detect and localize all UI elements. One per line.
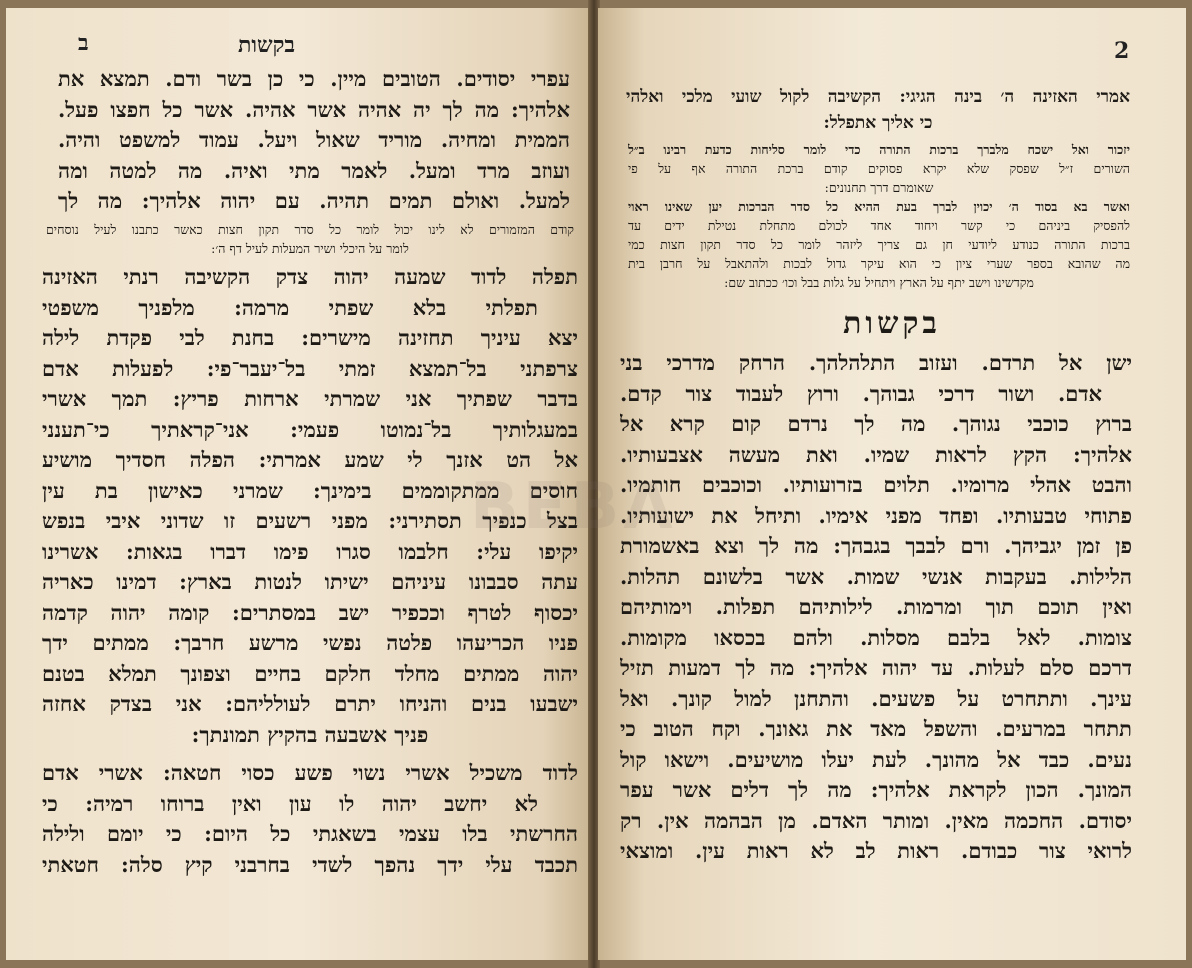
running-head: בקשות xyxy=(238,32,295,58)
instruction-notes xyxy=(628,140,1130,292)
text-line: למעל. ואולם תמים תהיה. עם יהוה אלהיך: מה לך xyxy=(58,188,570,213)
psalm-32 xyxy=(42,758,578,880)
note-line: יזכור ואל ישכח מלברך ברכות התורה כדי לומר סליחות כדעת רבינו ב״ל xyxy=(628,142,1130,157)
text-line: ברוץ כוכבי נגוהך. מה לך נרדם קום קרא אל xyxy=(620,411,1132,436)
text-line: נעים. כבד אל מהונך. לעת יעלו מושיעים. וישאו קול xyxy=(620,746,1132,772)
text-line: ישבעו בנים והניחו יתרם לעולליהם: אני בצדק אחזה xyxy=(42,691,578,716)
text-line: יכסוף לטרף וככפיר ישב במסתרים: קומה יהוה קדמה xyxy=(42,599,578,625)
text-line: אמרי האזינה ה׳ בינה הגיגי: הקשיבה לקול שועי מלכי ואלהי xyxy=(626,87,1130,107)
text-line: הלילות. בעקבות אנשי שמות. אשר בלשונם תהלות. xyxy=(620,563,1132,589)
text-line: ואין תוכם תוך ומרמות. לילותיהם תפלות. וימותיהם xyxy=(620,594,1132,619)
text-line: עינך. ותתחרט על פשעים. והתחנן למול קונך. ואל xyxy=(620,685,1132,711)
note-line: לומר על היכלי ושיר המעלות לעיל דף ה׳: xyxy=(211,241,409,256)
note-line: מקדשינו וישב יתף על הארץ ויתחיל על גלות בבל וכו׳ ככתוב שם: xyxy=(724,275,1034,290)
text-line: אלהיך: מה לך יה אהיה אשר אהיה. אשר כל חפצו פעל. xyxy=(58,96,570,122)
text-line: בצל כנפיך תסתירני: מפני רשעים זו שדוני איבי בנפש xyxy=(42,508,578,533)
note-line: ברכות התורה כנודע ליודעי חן גם צריך ליזהר לומר כל סדר תקון חצות כמי xyxy=(628,237,1130,252)
text-line: עתה סבבונו עיניהם ישיתו לנטות בארץ: דמינו כאריה xyxy=(42,569,578,594)
note-line: שאומרם דרך תחנונים: xyxy=(824,180,934,195)
text-line: יקיפו עלי: חלבמו סגרו פימו דברו בגאות: אשרינו xyxy=(42,538,578,564)
opening-verse xyxy=(626,84,1130,136)
bakashot-body xyxy=(620,348,1132,867)
text-line: תפלה לדוד שמעה יהוה צדק הקשיבה רנתי האזינה xyxy=(42,264,578,289)
text-line: צרפתני בל־תמצא זמתי בל־יעבר־פי: לפעלות אדם xyxy=(42,355,578,381)
note-line: קודם המזמורים לא לינו יכול לומר כל סדר תקון חצות כאשר כתבנו לעיל נוסחים xyxy=(46,222,574,237)
text-line: אל הט אזנך לי שמע אמרתי: הפלה חסדיך מושיע xyxy=(42,447,578,472)
text-line: ישן אל תרדם. ועזוב התלהלהך. הרחק מדרכי בני xyxy=(620,350,1132,375)
page-number-right: 2 xyxy=(1114,38,1130,64)
text-line: פן זמן יגביהך. ורם לבבך בגבהך: מה לך וצא באשמורת xyxy=(620,533,1132,558)
text-line: לא יחשב יהוה לו עון ואין ברוחו רמיה: כי xyxy=(42,790,538,816)
text-line: הממית ומחיה. מוריד שאול ויעל. עמוד למשפט והיה. xyxy=(58,127,570,152)
text-line: החרשתי בלו עצמי בשאגתי כל היום: כי יומם ולילה xyxy=(42,821,578,846)
text-line: פניו הכריעהו פלטה נפשי מרשע חרבך: ממתים ידך xyxy=(42,630,578,655)
note-line: להפסיק ביניהם כי קשר ויחוד אחד לכולם מתחלת נטילת ידים עד xyxy=(628,218,1130,233)
text-line: ועוזב מרד ומעל. לאמר מתי ואיה. מה למטה ומה xyxy=(58,157,570,183)
section-title: בקשות xyxy=(843,306,941,341)
text-line: תפלתי בלא שפתי מרמה: מלפניך משפטי xyxy=(42,294,538,320)
text-line: חוסים ממתקוממים בימינך: שמרני כאישון בת עין xyxy=(42,477,578,503)
text-line: יסודם. החכמה מאין. ומותר האדם. מן הבהמה אין. רק xyxy=(620,807,1132,833)
text-line: בדבר שפתיך אני שמרתי ארחות פריץ: תמך אשרי xyxy=(42,386,578,411)
note-line: ואשר בא בסוד ה׳ יכוין לברך בעת ההיא כל סדר הברכות יען שאינו ראוי xyxy=(628,199,1130,214)
text-block-continued xyxy=(58,64,570,217)
note-line: השורים ז״ל שפסק שלא יקרא פסוקים קודם ברכת התורה אף על פי xyxy=(628,161,1130,176)
instruction-note xyxy=(46,220,574,258)
text-line: אדם. ושור דרכי גבוהך. ורוץ לעבוד צור קדם. xyxy=(620,380,1102,406)
text-line: אלהיך: הקץ לראות שמיו. ואת מעשה אצבעותיו. xyxy=(620,441,1132,467)
watermark: BEBA xyxy=(470,470,677,544)
text-line: פתוחי טבעותיו. ופחד מפני אימיו. ותיחל את ישועותיו. xyxy=(620,502,1132,528)
text-line: במעגלותיך בל־נמוטו פעמי: אני־קראתיך כי־תענני xyxy=(42,416,578,442)
text-line: לרואי צור כבודם. ראות לב לא ראות עין. ומוצאי xyxy=(620,838,1132,863)
text-line: המונך. הכון לקראת אלהיך: מה לך דלים אשר עפר xyxy=(620,777,1132,802)
text-line: יצא עיניך תחזינה מישרים: בחנת לבי פקדת לילה xyxy=(42,325,578,350)
right-page xyxy=(598,8,1186,960)
note-line: מה שהובא בספר שערי ציון כי הוא עיקר גדול לבכות ולהתאבל על חרבן בית xyxy=(628,256,1130,271)
page-number-left: ב xyxy=(78,30,89,56)
text-line: פניך אשבעה בהקיץ תמונתך: xyxy=(191,721,429,747)
text-line: כי אליך אתפלל: xyxy=(823,113,933,133)
text-line: עפרי יסודים. הטובים מיין. כי כן בשר ודם. תמצא את xyxy=(58,66,570,91)
text-line: יהוה ממתים מחלד חלקם בחיים וצפונך תמלא בטנם xyxy=(42,660,578,686)
text-line: צומות. לאל בלבם מסלות. ולהם בכסאו מקומות. xyxy=(620,624,1132,650)
text-line: תכבד עלי ידך נהפך לשדי בחרבני קיץ סלה: חטאתי xyxy=(42,851,578,877)
text-line: לדוד משכיל אשרי נשוי פשע כסוי חטאה: אשרי אדם xyxy=(42,760,578,785)
text-line: דרכם סלם לעלות. עד יהוה אלהיך: מה לך דמעות תזיל xyxy=(620,655,1132,680)
text-line: תתחר במרעים. והשפל מאד את גאונך. וקח הטוב כי xyxy=(620,716,1132,741)
text-line: והבט אהלי מרומיו. תלוים בזרועותיו. וכוכבים חותמיו. xyxy=(620,472,1132,497)
